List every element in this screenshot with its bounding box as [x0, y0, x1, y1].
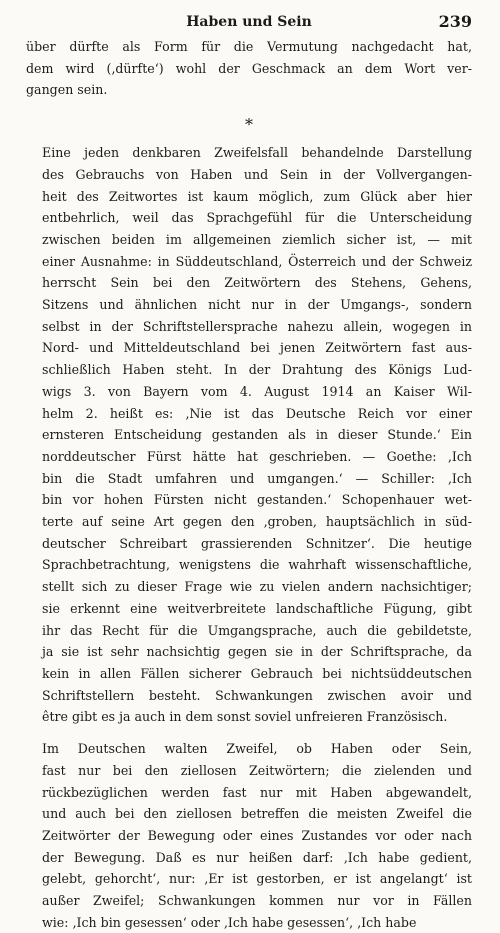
text-line: gelebt, gehorcht‘, nur: ‚Er ist gestorben, er ist angelangt‘ ist — [42, 871, 472, 887]
text-line: ja sie ist sehr nachsichtig gegen sie in der Schriftsprache, da — [42, 644, 472, 660]
text-line: und auch bei den ziellosen betreffen die meisten Zweifel die — [42, 806, 472, 822]
text-line: selbst in der Schriftstellersprache nahezu allein, wogegen in — [42, 318, 472, 334]
paragraph-2 — [26, 142, 472, 728]
text-line: wie: ‚Ich bin gesessen‘ oder ‚Ich habe gesessen‘, ‚Ich habe — [42, 914, 417, 930]
text-line: rückbezüglichen werden fast nur mit Haben abgewandelt, — [42, 784, 472, 800]
text-line: Schriftstellern besteht. Schwankungen zwischen avoir und — [42, 687, 472, 703]
text-line: ihr das Recht für die Umgangsprache, auch die gebildetste, — [42, 622, 472, 638]
text-line: Sitzens und ähnlichen nicht nur in der Umgangs-, sondern — [42, 297, 472, 313]
text-line: stellt sich zu dieser Frage wie zu vielen andern nachsichtiger; — [42, 579, 472, 595]
paragraph-1 — [26, 36, 472, 101]
text-line: über dürfte als Form für die Vermutung nachgedacht hat, — [26, 39, 472, 54]
text-line: entbehrlich, weil das Sprachgefühl für die Unterscheidung — [42, 210, 472, 226]
text-line: deutscher Schreibart grassierenden Schnitzer‘. Die heutige — [42, 535, 472, 551]
text-line: helm 2. heißt es: ‚Nie ist das Deutsche Reich vor einer — [42, 405, 472, 421]
text-line: zwischen beiden im allgemeinen ziemlich sicher ist, — mit — [42, 231, 472, 247]
text-line: bin vor hohen Fürsten nicht gestanden.‘ Schopenhauer wet- — [42, 492, 472, 508]
text-line: der Bewegung. Daß es nur heißen darf: ‚Ich habe gedient, — [42, 849, 472, 865]
text-line: norddeutscher Fürst hätte hat geschrieben. — Goethe: ‚Ich — [42, 448, 472, 464]
text-line: wigs 3. von Bayern vom 4. August 1914 an Kaiser Wil- — [42, 383, 472, 399]
page-number: 239 — [438, 12, 472, 31]
text-line: Im Deutschen walten Zweifel, ob Haben oder Sein, — [42, 741, 472, 757]
text-line: des Gebrauchs von Haben und Sein in der Vollvergangen- — [42, 166, 472, 182]
text-line: fast nur bei den ziellosen Zeitwörtern; die zielenden und — [42, 762, 472, 778]
text-line: kein in allen Fällen sicherer Gebrauch bei nichtsüddeutschen — [42, 665, 472, 681]
page-header — [26, 10, 472, 36]
text-line: Nord- und Mitteldeutschland bei jenen Zeitwörtern fast aus- — [42, 340, 472, 356]
text-line: être gibt es ja auch in dem sonst soviel unfreieren Französisch. — [42, 709, 448, 725]
text-line: herrscht Sein bei den Zeitwörtern des Stehens, Gehens, — [42, 275, 472, 291]
text-line: Eine jeden denkbaren Zweifelsfall behandelnde Darstellung — [42, 145, 472, 161]
section-separator: * — [245, 115, 253, 135]
text-line: Sprachbetrachtung, wenigstens die wahrhaft wissenschaftliche, — [42, 557, 472, 573]
text-line: sie erkennt eine weitverbreitete landschaftliche Fügung, gibt — [42, 600, 472, 616]
text-line: heit des Zeitwortes ist kaum möglich, zum Glück aber hier — [42, 188, 472, 204]
text-line: dem wird (‚dürfte‘) wohl der Geschmack an dem Wort ver- — [26, 60, 472, 76]
text-line: schließlich Haben steht. In der Drahtung des Königs Lud- — [42, 362, 472, 378]
text-line: einer Ausnahme: in Süddeutschland, Österreich und der Schweiz — [42, 253, 472, 269]
text-line: ernsteren Entscheidung gestanden als in dieser Stunde.‘ Ein — [42, 427, 472, 443]
running-head: Haben und Sein — [186, 14, 312, 30]
paragraph-3 — [26, 738, 472, 933]
text-line: außer Zweifel; Schwankungen kommen nur vor in Fällen — [42, 893, 472, 909]
text-line: terte auf seine Art gegen den ‚groben, hauptsächlich in süd- — [42, 514, 472, 530]
text-line: Zeitwörter der Bewegung oder eines Zustandes vor oder nach — [42, 827, 472, 843]
text-line: gangen sein. — [26, 82, 108, 98]
text-line: bin die Stadt umfahren und umgangen.‘ — Schiller: ‚Ich — [42, 470, 472, 486]
